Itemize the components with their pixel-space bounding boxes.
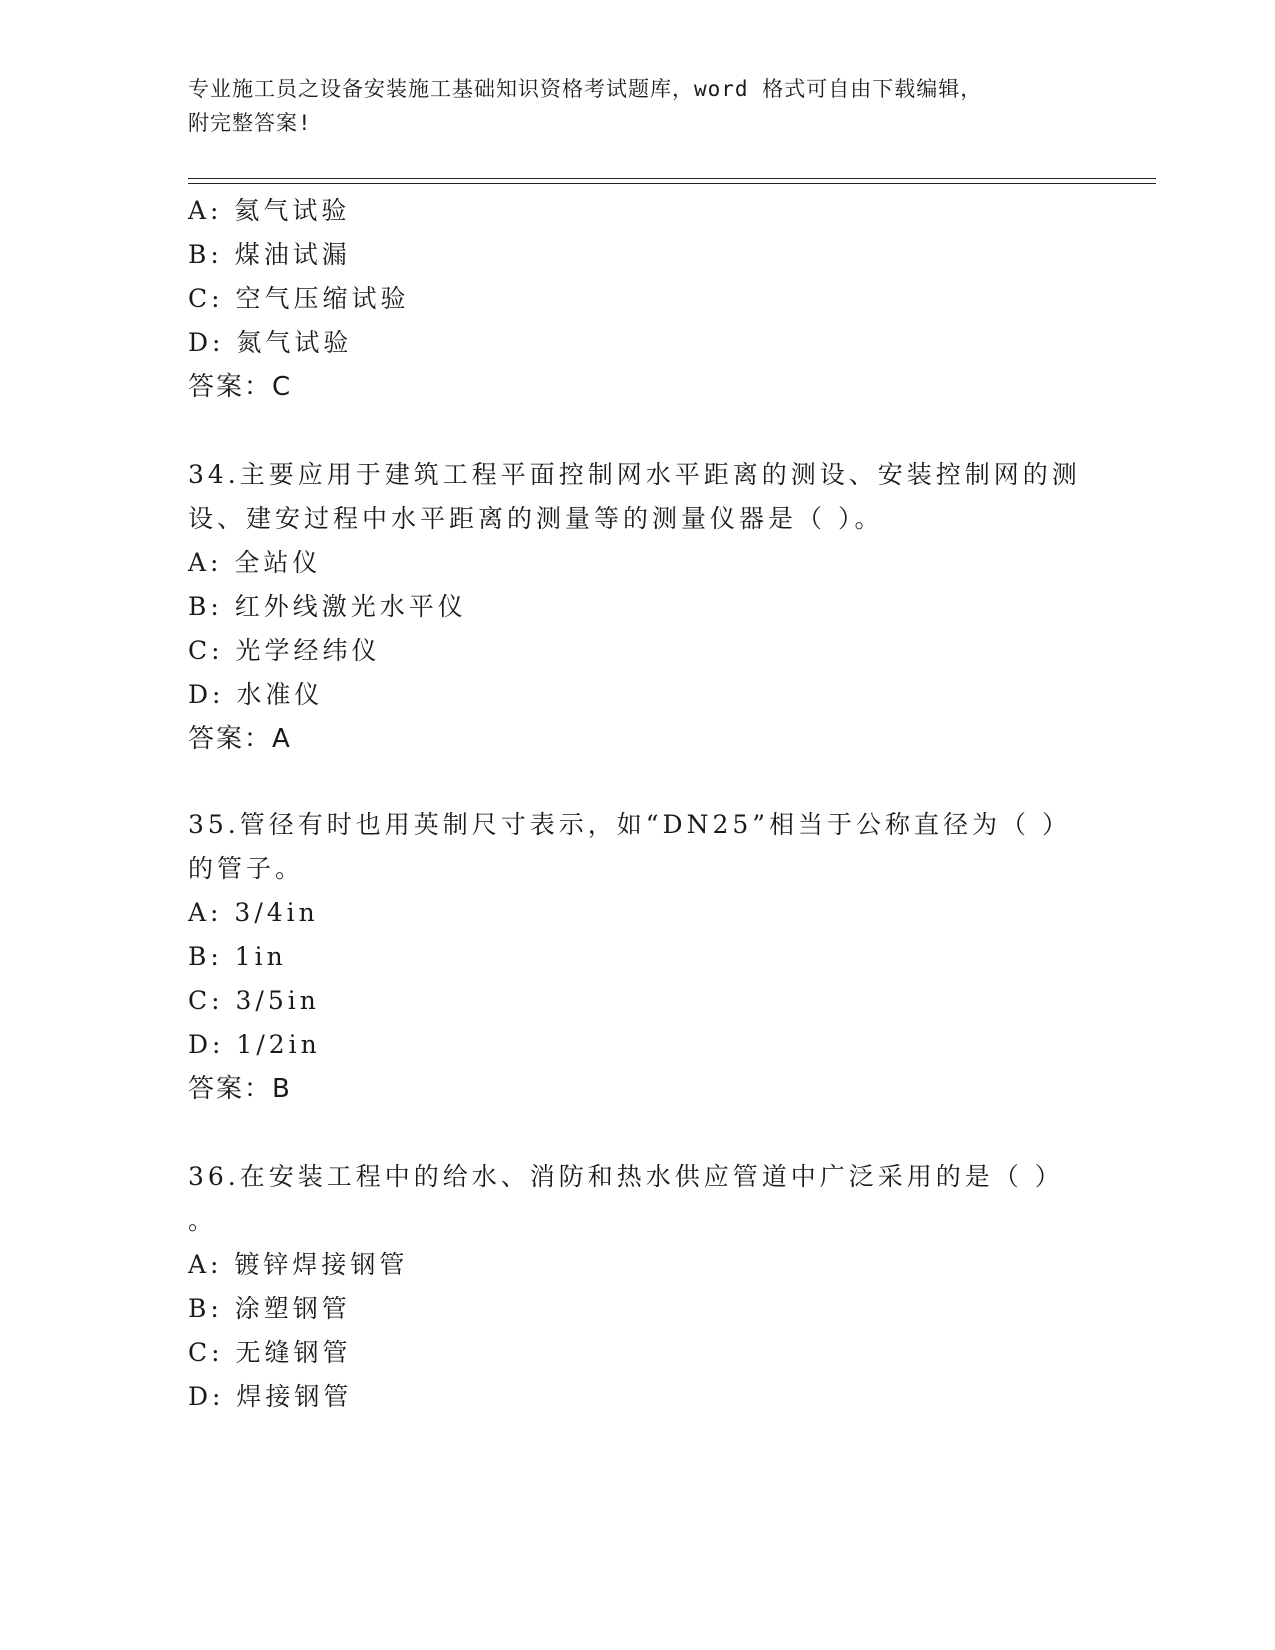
- q35-option-c: C: 3/5in: [188, 986, 320, 1015]
- header-divider-bottom: [188, 183, 1156, 184]
- q36-option-b: B: 涂塑钢管: [188, 1294, 351, 1323]
- q35-stem-line-2: 的管子。: [188, 854, 305, 883]
- q36-stem-line-2: 。: [188, 1206, 218, 1235]
- q34-option-c: C: 光学经纬仪: [188, 636, 381, 665]
- document-header: [188, 72, 1068, 140]
- header-line-1: 专业施工员之设备安装施工基础知识资格考试题库，word 格式可自由下载编辑，: [188, 77, 983, 101]
- q35-answer: 答案：B: [188, 1074, 292, 1104]
- q35-option-b: B: 1in: [188, 942, 287, 971]
- q36-stem-line-1: 36.在安装工程中的给水、消防和热水供应管道中广泛采用的是（ ）: [188, 1162, 1064, 1191]
- q34-stem-line-1: 34.主要应用于建筑工程平面控制网水平距离的测设、安装控制网的测: [188, 460, 1081, 489]
- q34-option-a: A: 全站仪: [188, 548, 322, 577]
- q34-option-d: D: 水准仪: [188, 680, 324, 709]
- q36-option-c: C: 无缝钢管: [188, 1338, 352, 1367]
- q35-stem-line-1: 35.管径有时也用英制尺寸表示，如“DN25”相当于公称直径为（ ）: [188, 810, 1071, 839]
- q36-option-d: D: 焊接钢管: [188, 1382, 353, 1411]
- q33-option-a: A: 氦气试验: [188, 196, 351, 225]
- header-divider-top: [188, 178, 1156, 179]
- q34-stem-line-2: 设、建安过程中水平距离的测量等的测量仪器是（ ）。: [188, 504, 884, 533]
- header-line-2: 附完整答案!: [188, 111, 312, 135]
- q33-option-d: D: 氮气试验: [188, 328, 353, 357]
- q34-answer: 答案：A: [188, 724, 292, 754]
- q33-answer: 答案：C: [188, 372, 293, 402]
- q36-option-a: A: 镀锌焊接钢管: [188, 1250, 409, 1279]
- q35-option-d: D: 1/2in: [188, 1030, 321, 1059]
- q34-option-b: B: 红外线激光水平仪: [188, 592, 467, 621]
- q35-option-a: A: 3/4in: [188, 898, 319, 927]
- q33-option-b: B: 煤油试漏: [188, 240, 351, 269]
- q33-option-c: C: 空气压缩试验: [188, 284, 410, 313]
